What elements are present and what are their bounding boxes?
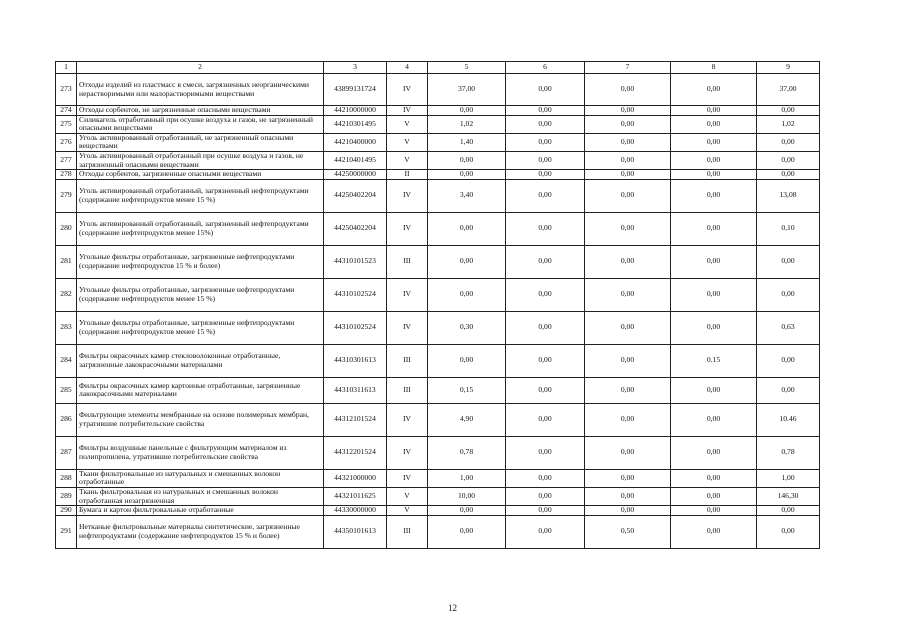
hazard-class: III [387,377,428,403]
value-col8: 0.15 [671,344,757,377]
value-col7: 0,00 [585,278,671,311]
table-row [56,311,820,344]
value-col6: 0,00 [506,515,585,548]
value-col6: 0,00 [506,245,585,278]
table-row [56,212,820,245]
value-col9: 0,10 [757,212,820,245]
hazard-class: III [387,245,428,278]
waste-name: Фильтры окрасочных камер картонные отработанные, загрязненные лакокрасочными материалами [77,377,324,403]
waste-name: Ткань фильтровальная из натуральных и смешанных волокон отработанная незагрязненная [77,487,324,505]
value-col7: 0,00 [585,74,671,106]
value-col5: 1,00 [428,469,506,487]
column-number: 1 [56,62,77,74]
waste-name: Фильтры воздушные панельные с фильтрующим материалом из полипропилена, утратившие потребительские свойства [77,436,324,469]
fkko-code: 44310101523 [324,245,387,278]
value-col5: 0,00 [428,106,506,116]
value-col7: 0,00 [585,469,671,487]
column-number: 9 [757,62,820,74]
value-col6: 0,00 [506,106,585,116]
column-number: 4 [387,62,428,74]
value-col8: 0,00 [671,311,757,344]
hazard-class: III [387,515,428,548]
value-col7: 0,00 [585,344,671,377]
value-col6: 0,00 [506,403,585,436]
value-col6: 0,00 [506,212,585,245]
column-number-row [56,62,820,74]
value-col8: 0,00 [671,115,757,133]
value-col8: 0,00 [671,278,757,311]
value-col6: 0,00 [506,278,585,311]
waste-name: Фильтры окрасочных камер стекловолоконные отработанные, загрязненные лакокрасочными материалами [77,344,324,377]
value-col9: 37,00 [757,74,820,106]
row-number: 288 [56,469,77,487]
hazard-class: IV [387,106,428,116]
waste-name: Угольные фильтры отработанные, загрязненные нефтепродуктами (содержание нефтепродуктов 15 % и более) [77,245,324,278]
value-col7: 0,00 [585,170,671,180]
value-col5: 0,30 [428,311,506,344]
hazard-class: IV [387,212,428,245]
waste-name: Ткани фильтровальные из натуральных и смешанных волокон отработанные [77,469,324,487]
column-number: 5 [428,62,506,74]
fkko-code: 44330000000 [324,506,387,516]
value-col8: 0,00 [671,436,757,469]
fkko-code: 44310311613 [324,377,387,403]
fkko-code: 44210400000 [324,133,387,151]
row-number: 276 [56,133,77,151]
hazard-class: III [387,344,428,377]
value-col7: 0,00 [585,403,671,436]
table-row [56,506,820,516]
table-row [56,151,820,169]
waste-name: Уголь активированный отработанный, не загрязненный опасными веществами [77,133,324,151]
value-col9: 13,08 [757,179,820,212]
value-col5: 3,40 [428,179,506,212]
value-col5: 37,00 [428,74,506,106]
hazard-class: V [387,487,428,505]
value-col8: 0,00 [671,506,757,516]
row-number: 275 [56,115,77,133]
value-col5: 0,00 [428,506,506,516]
hazard-class: V [387,151,428,169]
value-col8: 0,00 [671,106,757,116]
fkko-code: 44210401495 [324,151,387,169]
value-col7: 0,00 [585,151,671,169]
table-row [56,115,820,133]
value-col5: 4,90 [428,403,506,436]
waste-name: Фильтрующие элементы мембранные на основе полимерных мембран, утратившие потребительские свойства [77,403,324,436]
row-number: 279 [56,179,77,212]
row-number: 280 [56,212,77,245]
row-number: 277 [56,151,77,169]
fkko-code: 44312101524 [324,403,387,436]
value-col9: 0,00 [757,106,820,116]
value-col6: 0,00 [506,344,585,377]
value-col9: 146,30 [757,487,820,505]
table-body [56,62,820,549]
fkko-code: 44310301613 [324,344,387,377]
value-col5: 0,00 [428,212,506,245]
value-col9: 0,00 [757,278,820,311]
fkko-code: 44321011625 [324,487,387,505]
column-number: 6 [506,62,585,74]
value-col5: 0,00 [428,170,506,180]
fkko-code: 44250000000 [324,170,387,180]
value-col6: 0,00 [506,170,585,180]
hazard-class: IV [387,436,428,469]
value-col7: 0,00 [585,179,671,212]
hazard-class: II [387,170,428,180]
row-number: 273 [56,74,77,106]
value-col5: 10,00 [428,487,506,505]
value-col6: 0,00 [506,115,585,133]
hazard-class: IV [387,311,428,344]
fkko-code: 44210000000 [324,106,387,116]
row-number: 284 [56,344,77,377]
column-number: 2 [77,62,324,74]
fkko-code: 43899131724 [324,74,387,106]
value-col8: 0,00 [671,133,757,151]
value-col9: 0,00 [757,133,820,151]
value-col5: 0,00 [428,515,506,548]
value-col8: 0,00 [671,487,757,505]
table-row [56,74,820,106]
fkko-code: 44210301495 [324,115,387,133]
value-col5: 0,00 [428,344,506,377]
row-number: 283 [56,311,77,344]
value-col9: 10.46 [757,403,820,436]
value-col6: 0,00 [506,487,585,505]
table-row [56,344,820,377]
value-col5: 1,02 [428,115,506,133]
row-number: 290 [56,506,77,516]
value-col9: 0,00 [757,515,820,548]
value-col6: 0,00 [506,133,585,151]
fkko-code: 44250402204 [324,212,387,245]
value-col7: 0,00 [585,115,671,133]
value-col7: 0,00 [585,106,671,116]
value-col5: 1,40 [428,133,506,151]
value-col7: 0,00 [585,133,671,151]
value-col7: 0,00 [585,245,671,278]
table-row [56,133,820,151]
value-col8: 0,00 [671,151,757,169]
waste-name: Бумага и картон фильтровальные отработанные [77,506,324,516]
value-col8: 0,00 [671,469,757,487]
row-number: 281 [56,245,77,278]
waste-name: Уголь активированный отработанный, загрязненный нефтепродуктами (содержание нефтепродуктов менее 15%) [77,212,324,245]
value-col5: 0,00 [428,278,506,311]
value-col6: 0,00 [506,469,585,487]
table-row [56,106,820,116]
waste-name: Угольные фильтры отработанные, загрязненные нефтепродуктами (содержание нефтепродуктов менее 15 %) [77,311,324,344]
hazard-class: IV [387,278,428,311]
value-col8: 0,00 [671,403,757,436]
waste-name: Силикагель отработанный при осушке воздуха и газов, не загрязненный опасными веществами [77,115,324,133]
value-col7: 0,00 [585,436,671,469]
table-row [56,170,820,180]
fkko-code: 44321000000 [324,469,387,487]
value-col7: 0,00 [585,311,671,344]
hazard-class: IV [387,403,428,436]
value-col8: 0,00 [671,74,757,106]
value-col6: 0,00 [506,377,585,403]
table-row [56,278,820,311]
table-row [56,245,820,278]
value-col8: 0,00 [671,170,757,180]
row-number: 291 [56,515,77,548]
fkko-code: 44350101613 [324,515,387,548]
waste-name: Отходы изделий из пластмасс в смеси, загрязненных неорганическими нерастворимыми или малорастворимыми веществами [77,74,324,106]
value-col7: 0,00 [585,212,671,245]
value-col7: 0,00 [585,506,671,516]
value-col6: 0,00 [506,436,585,469]
column-number: 7 [585,62,671,74]
fkko-code: 44250402204 [324,179,387,212]
value-col9: 0,00 [757,151,820,169]
fkko-code: 44312201524 [324,436,387,469]
row-number: 278 [56,170,77,180]
value-col9: 0,00 [757,506,820,516]
row-number: 289 [56,487,77,505]
value-col8: 0,00 [671,515,757,548]
fkko-code: 44310102524 [324,278,387,311]
row-number: 282 [56,278,77,311]
value-col6: 0,00 [506,179,585,212]
table-row [56,403,820,436]
row-number: 285 [56,377,77,403]
waste-name: Уголь активированный отработанный, загрязненный нефтепродуктами (содержание нефтепродуктов менее 15 %) [77,179,324,212]
waste-name: Уголь активированный отработанный при осушке воздуха и газов, не загрязненный опасными веществами [77,151,324,169]
table-row [56,179,820,212]
table-row [56,515,820,548]
value-col5: 0,00 [428,245,506,278]
table-row [56,487,820,505]
value-col9: 1,00 [757,469,820,487]
value-col8: 0,00 [671,212,757,245]
value-col5: 0,15 [428,377,506,403]
value-col6: 0,00 [506,506,585,516]
waste-name: Отходы сорбентов, не загрязненные опасными веществами [77,106,324,116]
hazard-class: V [387,133,428,151]
value-col8: 0,00 [671,245,757,278]
value-col7: 0,00 [585,487,671,505]
hazard-class: IV [387,469,428,487]
value-col7: 0,00 [585,377,671,403]
table-row [56,377,820,403]
value-col6: 0,00 [506,151,585,169]
column-number: 3 [324,62,387,74]
value-col5: 0,78 [428,436,506,469]
hazard-class: V [387,115,428,133]
hazard-class: IV [387,74,428,106]
table-row [56,469,820,487]
waste-name: Отходы сорбентов, загрязненные опасными веществами [77,170,324,180]
hazard-class: V [387,506,428,516]
column-number: 8 [671,62,757,74]
table-row [56,436,820,469]
value-col9: 0,63 [757,311,820,344]
value-col9: 0,00 [757,377,820,403]
waste-name: Угольные фильтры отработанные, загрязненные нефтепродуктами (содержание нефтепродуктов менее 15 %) [77,278,324,311]
page-number: 12 [448,603,457,613]
row-number: 274 [56,106,77,116]
waste-name: Нетканые фильтровальные материалы синтетические, загрязненные нефтепродуктами (содержание нефтепродуктов 15 % и более) [77,515,324,548]
fkko-code: 44310102524 [324,311,387,344]
value-col5: 0,00 [428,151,506,169]
value-col9: 0,78 [757,436,820,469]
row-number: 286 [56,403,77,436]
value-col8: 0,00 [671,179,757,212]
value-col7: 0,50 [585,515,671,548]
value-col9: 0,00 [757,245,820,278]
hazard-class: IV [387,179,428,212]
value-col9: 0,00 [757,170,820,180]
value-col6: 0,00 [506,74,585,106]
value-col9: 1,02 [757,115,820,133]
value-col9: 0,00 [757,344,820,377]
value-col8: 0,00 [671,377,757,403]
waste-table [55,61,820,549]
row-number: 287 [56,436,77,469]
value-col6: 0,00 [506,311,585,344]
